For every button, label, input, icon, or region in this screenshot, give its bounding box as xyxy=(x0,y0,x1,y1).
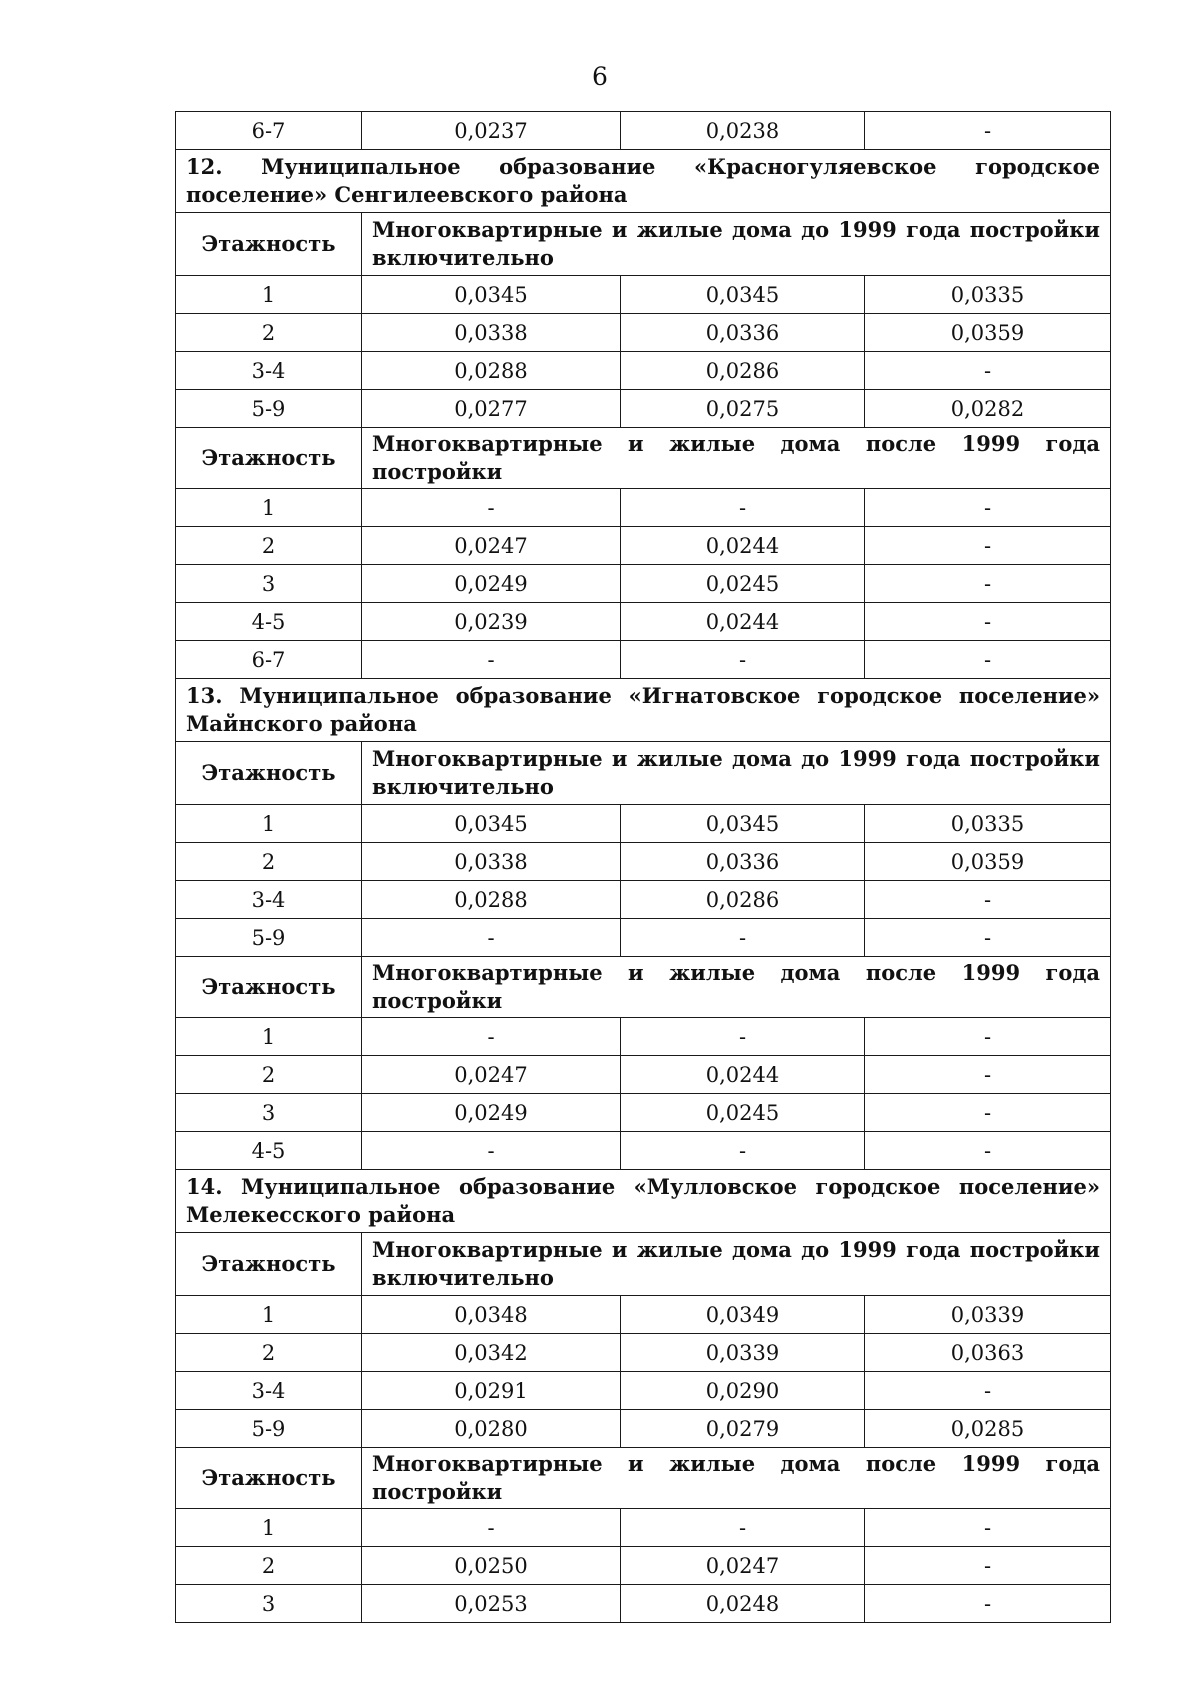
value-cell: 0,0342 xyxy=(362,1334,621,1372)
value-cell: 0,0245 xyxy=(621,565,865,603)
value-cell: - xyxy=(621,919,865,957)
floors-cell: 1 xyxy=(176,1509,362,1547)
table-row xyxy=(176,352,1111,390)
column-header-floors: Этажность xyxy=(176,213,362,276)
value-cell: - xyxy=(865,1547,1111,1585)
table-row xyxy=(176,1334,1111,1372)
value-cell: 0,0286 xyxy=(621,881,865,919)
block-header-title: Многоквартирные и жилые дома после 1999 года постройки xyxy=(362,428,1111,489)
value-cell: - xyxy=(865,565,1111,603)
value-cell: - xyxy=(621,1132,865,1170)
value-cell: 0,0249 xyxy=(362,1094,621,1132)
floors-cell: 3-4 xyxy=(176,1372,362,1410)
value-cell: 0,0277 xyxy=(362,390,621,428)
value-cell: - xyxy=(865,1094,1111,1132)
table-row xyxy=(176,641,1111,679)
tariff-table xyxy=(175,111,1111,1623)
table-row xyxy=(176,276,1111,314)
floors-cell: 1 xyxy=(176,1296,362,1334)
value-cell: - xyxy=(865,881,1111,919)
value-cell: 0,0349 xyxy=(621,1296,865,1334)
value-cell: 0,0249 xyxy=(362,565,621,603)
floors-cell: 2 xyxy=(176,314,362,352)
value-cell: - xyxy=(865,1056,1111,1094)
value-cell: - xyxy=(621,641,865,679)
column-header-floors: Этажность xyxy=(176,1233,362,1296)
table-row xyxy=(176,1296,1111,1334)
value-cell: 0,0247 xyxy=(362,1056,621,1094)
table-row xyxy=(176,314,1111,352)
floors-cell: 1 xyxy=(176,489,362,527)
block-header-row xyxy=(176,428,1111,489)
block-header-row xyxy=(176,957,1111,1018)
value-cell: - xyxy=(621,489,865,527)
value-cell: 0,0290 xyxy=(621,1372,865,1410)
value-cell: 0,0335 xyxy=(865,805,1111,843)
table-row xyxy=(176,1509,1111,1547)
table-row xyxy=(176,1018,1111,1056)
floors-cell: 2 xyxy=(176,1056,362,1094)
value-cell: - xyxy=(865,1132,1111,1170)
value-cell: 0,0338 xyxy=(362,314,621,352)
value-cell: - xyxy=(362,1509,621,1547)
table-row xyxy=(176,1585,1111,1623)
floors-cell: 5-9 xyxy=(176,1410,362,1448)
value-cell: 0,0285 xyxy=(865,1410,1111,1448)
value-cell: 0,0345 xyxy=(362,276,621,314)
value-cell: 0,0253 xyxy=(362,1585,621,1623)
table-row xyxy=(176,1372,1111,1410)
tariff-table-body xyxy=(176,112,1111,1623)
table-row xyxy=(176,1410,1111,1448)
table-row xyxy=(176,112,1111,150)
block-header-title: Многоквартирные и жилые дома до 1999 года постройки включительно xyxy=(362,1233,1111,1296)
floors-cell: 2 xyxy=(176,843,362,881)
value-cell: 0,0275 xyxy=(621,390,865,428)
value-cell: 0,0336 xyxy=(621,843,865,881)
floors-cell: 2 xyxy=(176,1334,362,1372)
value-cell: 0,0345 xyxy=(621,805,865,843)
value-cell: 0,0244 xyxy=(621,1056,865,1094)
value-cell: 0,0345 xyxy=(362,805,621,843)
value-cell: 0,0335 xyxy=(865,276,1111,314)
block-header-title: Многоквартирные и жилые дома после 1999 года постройки xyxy=(362,1448,1111,1509)
value-cell: 0,0339 xyxy=(865,1296,1111,1334)
value-cell: 0,0280 xyxy=(362,1410,621,1448)
floors-cell: 5-9 xyxy=(176,919,362,957)
floors-cell: 3-4 xyxy=(176,352,362,390)
value-cell: 0,0288 xyxy=(362,881,621,919)
value-cell: 0,0363 xyxy=(865,1334,1111,1372)
value-cell: 0,0291 xyxy=(362,1372,621,1410)
value-cell: - xyxy=(362,1018,621,1056)
block-header-row xyxy=(176,1448,1111,1509)
value-cell: 0,0244 xyxy=(621,527,865,565)
section-title: 13. Муниципальное образование «Игнатовское городское поселение» Майнского района xyxy=(176,679,1111,742)
page-number: 6 xyxy=(592,62,608,91)
section-title-row xyxy=(176,150,1111,213)
value-cell: 0,0348 xyxy=(362,1296,621,1334)
value-cell: 0,0359 xyxy=(865,843,1111,881)
value-cell: - xyxy=(362,489,621,527)
value-cell: 0,0359 xyxy=(865,314,1111,352)
floors-cell: 3 xyxy=(176,1585,362,1623)
floors-cell: 2 xyxy=(176,527,362,565)
floors-cell: 6-7 xyxy=(176,112,362,150)
table-row xyxy=(176,1132,1111,1170)
block-header-title: Многоквартирные и жилые дома после 1999 года постройки xyxy=(362,957,1111,1018)
floors-cell: 6-7 xyxy=(176,641,362,679)
floors-cell: 5-9 xyxy=(176,390,362,428)
value-cell: - xyxy=(865,1509,1111,1547)
value-cell: 0,0279 xyxy=(621,1410,865,1448)
floors-cell: 3 xyxy=(176,565,362,603)
value-cell: - xyxy=(865,641,1111,679)
column-header-floors: Этажность xyxy=(176,1448,362,1509)
value-cell: 0,0336 xyxy=(621,314,865,352)
block-header-row xyxy=(176,742,1111,805)
table-row xyxy=(176,527,1111,565)
value-cell: 0,0338 xyxy=(362,843,621,881)
section-title-row xyxy=(176,679,1111,742)
floors-cell: 3-4 xyxy=(176,881,362,919)
table-row xyxy=(176,881,1111,919)
value-cell: 0,0282 xyxy=(865,390,1111,428)
value-cell: 0,0250 xyxy=(362,1547,621,1585)
value-cell: - xyxy=(865,919,1111,957)
value-cell: 0,0345 xyxy=(621,276,865,314)
value-cell: - xyxy=(865,1585,1111,1623)
value-cell: 0,0247 xyxy=(621,1547,865,1585)
table-row xyxy=(176,805,1111,843)
section-title: 12. Муниципальное образование «Красногуляевское городское поселение» Сенгилеевского района xyxy=(176,150,1111,213)
column-header-floors: Этажность xyxy=(176,957,362,1018)
value-cell: - xyxy=(362,641,621,679)
value-cell: - xyxy=(865,1372,1111,1410)
table-row xyxy=(176,390,1111,428)
table-row xyxy=(176,843,1111,881)
block-header-row xyxy=(176,1233,1111,1296)
floors-cell: 2 xyxy=(176,1547,362,1585)
column-header-floors: Этажность xyxy=(176,742,362,805)
floors-cell: 4-5 xyxy=(176,603,362,641)
floors-cell: 1 xyxy=(176,805,362,843)
value-cell: - xyxy=(865,112,1111,150)
section-title: 14. Муниципальное образование «Мулловское городское поселение» Мелекесского района xyxy=(176,1170,1111,1233)
value-cell: 0,0238 xyxy=(621,112,865,150)
value-cell: 0,0288 xyxy=(362,352,621,390)
table-row xyxy=(176,1094,1111,1132)
floors-cell: 4-5 xyxy=(176,1132,362,1170)
table-row xyxy=(176,1547,1111,1585)
value-cell: 0,0245 xyxy=(621,1094,865,1132)
value-cell: - xyxy=(362,919,621,957)
section-title-row xyxy=(176,1170,1111,1233)
table-row xyxy=(176,565,1111,603)
value-cell: - xyxy=(865,1018,1111,1056)
value-cell: 0,0239 xyxy=(362,603,621,641)
column-header-floors: Этажность xyxy=(176,428,362,489)
value-cell: - xyxy=(865,527,1111,565)
value-cell: - xyxy=(865,489,1111,527)
value-cell: - xyxy=(362,1132,621,1170)
floors-cell: 3 xyxy=(176,1094,362,1132)
floors-cell: 1 xyxy=(176,276,362,314)
value-cell: - xyxy=(865,352,1111,390)
value-cell: - xyxy=(621,1509,865,1547)
value-cell: 0,0248 xyxy=(621,1585,865,1623)
value-cell: - xyxy=(865,603,1111,641)
block-header-title: Многоквартирные и жилые дома до 1999 года постройки включительно xyxy=(362,742,1111,805)
table-row xyxy=(176,1056,1111,1094)
value-cell: 0,0244 xyxy=(621,603,865,641)
block-header-title: Многоквартирные и жилые дома до 1999 года постройки включительно xyxy=(362,213,1111,276)
block-header-row xyxy=(176,213,1111,276)
table-row xyxy=(176,603,1111,641)
value-cell: 0,0247 xyxy=(362,527,621,565)
table-row xyxy=(176,919,1111,957)
value-cell: 0,0237 xyxy=(362,112,621,150)
floors-cell: 1 xyxy=(176,1018,362,1056)
value-cell: - xyxy=(621,1018,865,1056)
value-cell: 0,0286 xyxy=(621,352,865,390)
value-cell: 0,0339 xyxy=(621,1334,865,1372)
table-row xyxy=(176,489,1111,527)
